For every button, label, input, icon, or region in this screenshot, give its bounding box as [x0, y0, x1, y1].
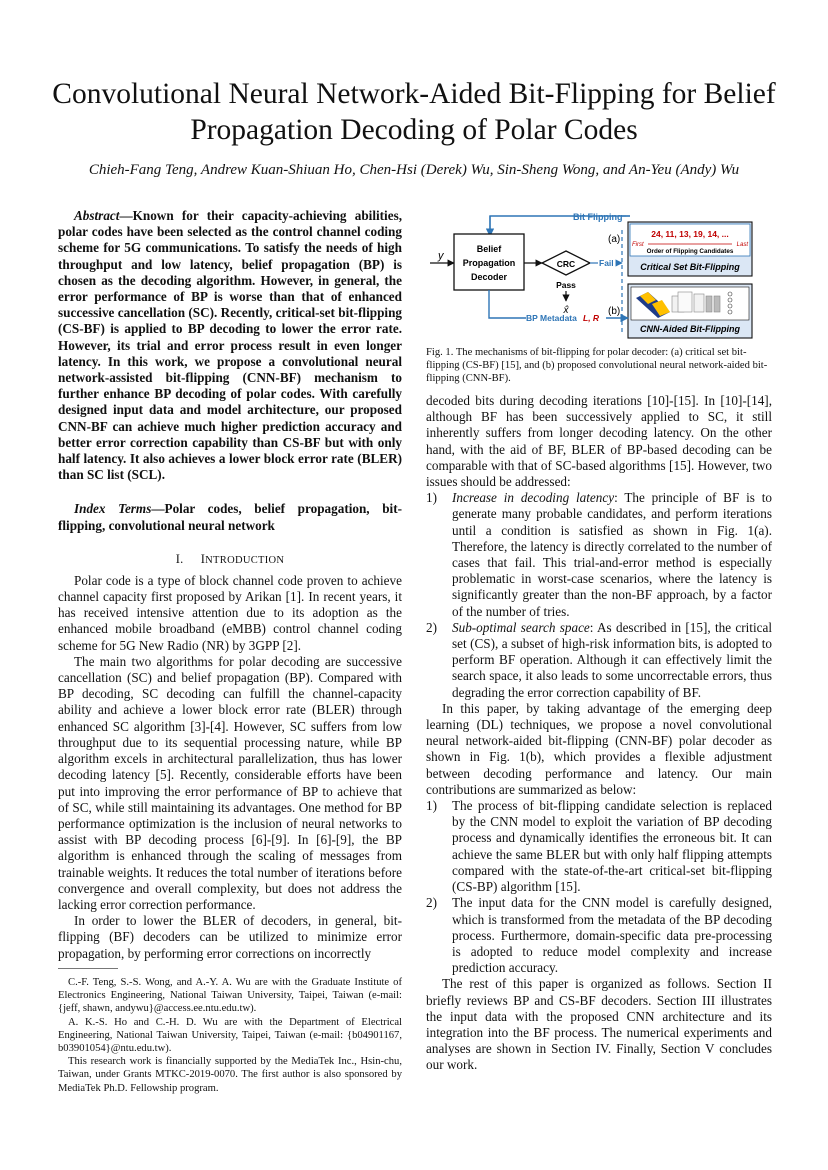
figure-1 — [426, 208, 772, 342]
decoder-line-3: Decoder — [470, 272, 508, 282]
label-b: (b) — [608, 306, 621, 317]
index-terms-lead: Index Terms — [74, 501, 152, 517]
decoder-line-1: Belief — [476, 244, 502, 254]
last-label: Last — [736, 242, 748, 248]
section-numeral: I. — [175, 551, 184, 566]
intro-paragraph-2: The main two algorithms for polar decoding are successive cancellation (SC) and belief propagation (BP). Compared with BP decoding, SC decoding can fulfill the channel-capacity ability and achieve a lower block error rate (BLER) through enhanced SC algorithm [3]-[4]. However, SC suffers from low throughput due to its sequential processing nature, while BP algorithm excels in architectural parallelization, thus has lower decoding latency [5]. Recently, considerable efforts have been put into improving the error performance of BP to achieve that of SC, while still maintaining its advantages. One method for BP performance optimization is the inclusion of neural networks to assist with BP decoding process [6]-[9]. In [6]-[9], the BP algorithm is enhanced through the scaling of messages from trainable weights. It reduces the total number of iterations before convergence and overall complexity, but does not address the lacking error correction performance. — [58, 653, 402, 912]
paper-title: Convolutional Neural Network-Aided Bit-Flipping for Belief Propagation Decoding of Polar Codes — [52, 78, 776, 146]
abstract — [58, 208, 402, 483]
metadata-label: BP Metadata — [526, 313, 577, 323]
list-item: 2) Sub-optimal search space: As described in [15], the critical set (CS), a subset of high-risk information bits, is adopted to perform BF operation. Although it can effectively limit the search space, it also leads to some uncorrectable errors, thus degrading the error correction capability of BF. — [426, 619, 772, 700]
section-title-rest: NTRODUCTION — [205, 554, 285, 566]
fail-label: Fail — [599, 258, 614, 268]
order-label: Order of Flipping Candidates — [646, 248, 734, 255]
index-terms — [58, 501, 402, 533]
bit-flipping-label: Bit Flipping — [573, 212, 623, 222]
footnotes — [58, 976, 402, 1095]
footnote-affiliation-1: C.-F. Teng, S.-S. Wong, and A.-Y. A. Wu are with the Graduate Institute of Electronics Engineering, National Taiwan University, Taipei, Taiwan (e-mail: {jeff, shawn, andywu}@access.ee.ntu.edu.tw). — [58, 977, 402, 1015]
input-label: y — [438, 250, 444, 262]
candidates-list: 24, 11, 13, 19, 14, ... — [651, 229, 729, 239]
intro-paragraph-1: Polar code is a type of block channel code proven to achieve channel capacity first proposed by Arikan [1]. In recent years, it has received intensive attention due to its adoption as the enhanced mobile broadband (eMBB) control channel coding scheme for 5G New Radio (NR) by 3GPP [2]. — [58, 572, 402, 653]
right-column — [426, 208, 772, 1074]
list-item: 1) Increase in decoding latency: The principle of BF is to generate many probable candidates, and perform iterations until a condition is satisfied as shown in Fig. 1(a). Therefore, the latency is directly correlated to the number of cases that fail. This trial-and-error method is especially problematic in worst-case scenarios, where the latency is significantly greater than the non-BF approach, by a factor of the number of tries. — [426, 490, 773, 619]
metadata-vars: L, R — [583, 313, 600, 323]
intro-paragraph-6: The rest of this paper is organized as follows. Section II briefly reviews BP and CS-BF decoders. Section III illustrates the input data with the proposed CNN architecture and its integration into the BF process. The numerical experiments and analyses are shown in Section IV. Finally, Section V concludes our work. — [426, 976, 772, 1073]
intro-paragraph-3: In order to lower the BLER of decoders, in general, bit-flipping (BF) decoders can be utilized to minimize error propagation, by performing error corrections on incorrectly — [58, 913, 402, 961]
cnn-bf-label: CNN-Aided Bit-Flipping — [640, 324, 740, 334]
figure-caption: Fig. 1. The mechanisms of bit-flipping for polar decoder: (a) critical set bit-flipping (CS-BF) [15], and (b) proposed convolutional neural network-aided bit-flipping (CNN-BF). — [426, 347, 768, 384]
footnote-rule — [58, 968, 118, 969]
section-heading — [58, 552, 402, 567]
section-title-first: I — [200, 551, 206, 566]
first-label: First — [632, 242, 644, 248]
xhat-label: x̂ — [563, 305, 569, 316]
abstract-lead: Abstract — [74, 208, 120, 223]
list-item: 1) The process of bit-flipping candidate selection is replaced by the CNN model to exploit the variation of BP decoding process and dynamically identifies the erroneous bit. It can achieve the same BLER but with only half flipping attempts compared with the state-of-the-art critical-set bit-flipping (CS-BP) algorithm [15]. — [426, 798, 772, 895]
author-list: Chieh-Fang Teng, Andrew Kuan-Shiuan Ho, Chen-Hsi (Derek) Wu, Sin-Sheng Wong, and An-Yeu (Andy) Wu — [88, 162, 740, 178]
contribution-list — [426, 798, 772, 976]
pass-label: Pass — [556, 280, 576, 290]
decoder-line-2: Propagation — [462, 258, 516, 268]
list-item: 2) The input data for the CNN model is carefully designed, which is transformed from the metadata of the BP decoding process. Furthermore, domain-specific data pre-processing is adopted to reduce model complexity and increase prediction accuracy. — [426, 895, 772, 976]
footnote-affiliation-2: A. K.-S. Ho and C.-H. D. Wu are with the Department of Electrical Engineering, National Taiwan University, Taipei, Taiwan (e-mail: {b04901167, b03901054}@ntu.edu.tw). — [58, 1016, 402, 1055]
issue-list — [426, 490, 772, 701]
abstract-text: —Known for their capacity-achieving abilities, polar codes have been selected as the control channel coding scheme for 5G communications. To satisfy the needs of high throughput and low latency, belief propagation (BP) is chosen as the decoding algorithm. However, in general, the error performance of BP is worse than that of enhanced successive cancellation (SC). Recently, critical-set bit-flipping (CS-BF) is applied to BP decoding to lower the error rate. However, its trial and error process result in even longer latency. In this work, we propose a convolutional neural network-assisted bit-flipping (CNN-BF) mechanism to further enhance BP decoding of polar codes. With carefully designed input data and model architecture, our proposed CNN-BF can achieve much higher prediction accuracy and better error correction capability than CS-BF but with only half latency. It also achieves a lower block error rate (BLER) than SC list (SCL). — [58, 208, 402, 483]
label-a: (a) — [608, 234, 621, 245]
crc-label: CRC — [556, 259, 576, 269]
footnote-funding: This research work is financially supported by the MediaTek Inc., Hsin-chu, Taiwan, under Grants MTKC-2019-0070. The first author is also sponsored by MediaTek Ph.D. Fellowship program. — [58, 1056, 402, 1094]
cs-bf-label: Critical Set Bit-Flipping — [640, 262, 740, 272]
intro-paragraph-5: In this paper, by taking advantage of the emerging deep learning (DL) techniques, we propose a novel convolutional neural network-aided bit-flipping (CNN-BF) polar decoder as shown in Fig. 1(b), which provides a flexible adjustment between decoding performance and latency. Our main contributions are summarized as below: — [426, 700, 772, 797]
figure-diagram — [426, 208, 772, 342]
index-terms-text: —Polar codes, belief propagation, bit-flipping, convolutional neural network — [58, 501, 402, 533]
intro-paragraph-4: decoded bits during decoding iterations [10]-[15]. In [10]-[14], although BF has been successively applied to SC, it still inherently suffers from longer decoding latency. On the other hand, with the aid of BF, BLER of BP-based decoding can be comparable with that of SC-based algorithms [15]. However, two issues should be addressed: — [426, 393, 772, 490]
left-column — [58, 208, 402, 962]
